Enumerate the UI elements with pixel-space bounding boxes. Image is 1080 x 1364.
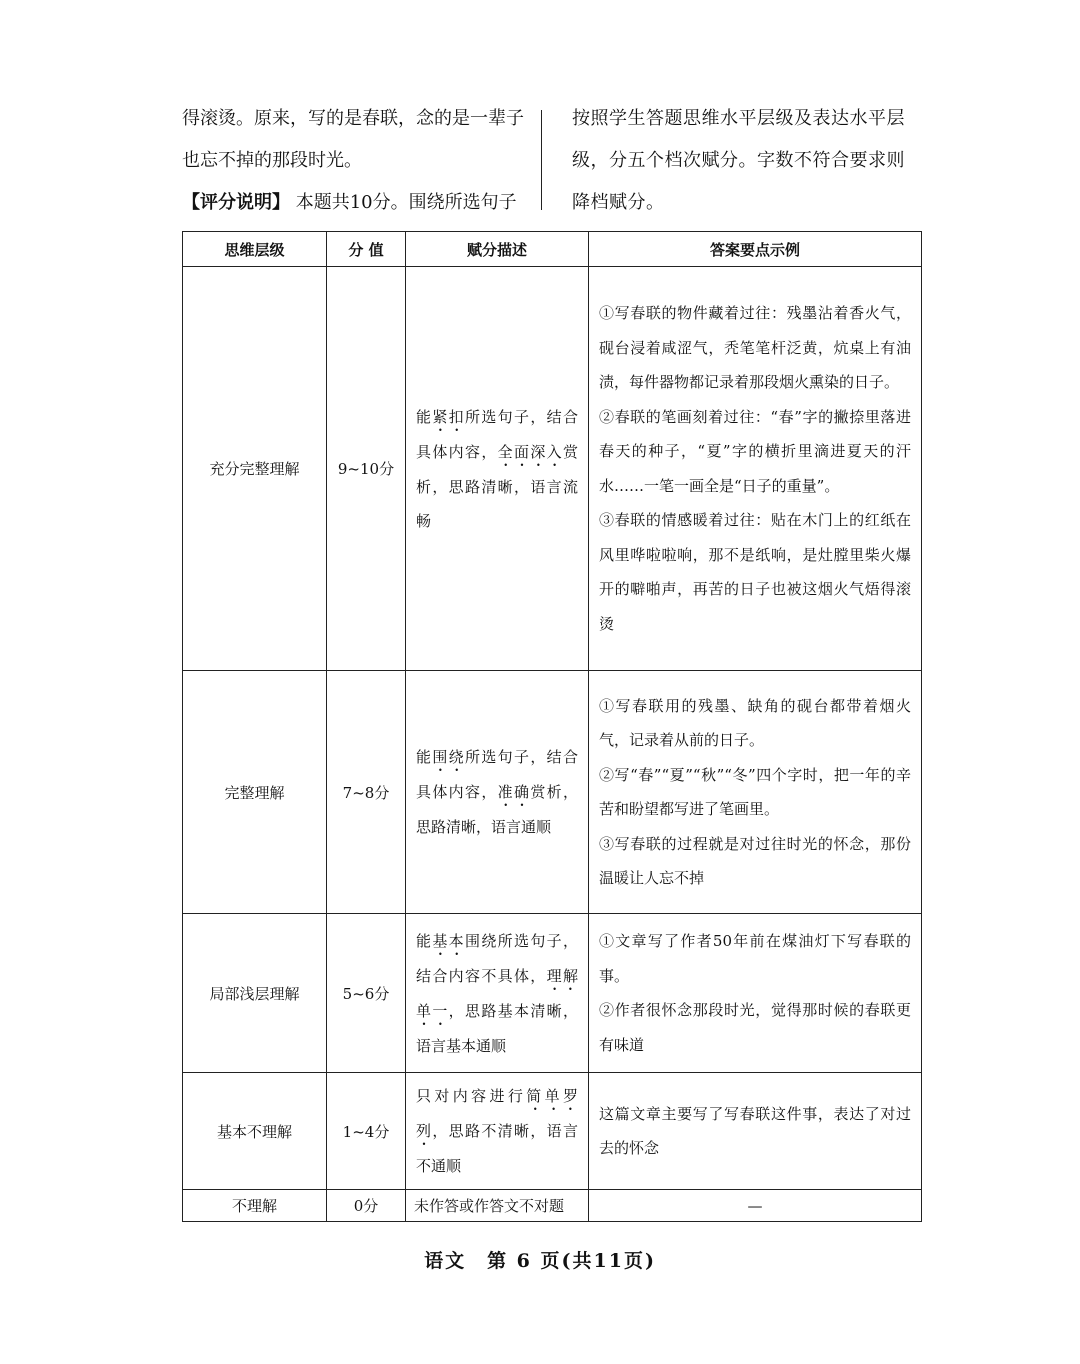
rubric-table bbox=[182, 231, 922, 1222]
rubric-label: 【评分说明】 bbox=[182, 192, 290, 213]
intro-line-2: 也忘不掉的那段时光。 bbox=[182, 150, 362, 171]
row-score: 7~8分 bbox=[327, 671, 406, 914]
example-item: ①写春联用的残墨、缺角的砚台都带着烟火气，记录着从前的日子。 bbox=[599, 696, 911, 749]
description-text: ，思路不清晰，语言不通顺 bbox=[416, 1122, 578, 1175]
table-row bbox=[183, 1073, 922, 1190]
row-score: 0分 bbox=[327, 1190, 406, 1222]
column-divider bbox=[541, 110, 542, 210]
row-description bbox=[406, 914, 589, 1073]
table-header-row bbox=[183, 232, 922, 267]
header-description: 赋分描述 bbox=[406, 232, 589, 267]
emphasis-text: 基本 bbox=[432, 931, 466, 950]
description-text: 能 bbox=[416, 931, 433, 950]
emphasis-text: 围绕 bbox=[432, 748, 466, 766]
row-level: 充分完整理解 bbox=[183, 267, 327, 671]
page-footer: 语文 第 6 页(共11页) bbox=[424, 1250, 656, 1272]
row-description bbox=[406, 267, 589, 671]
emphasis-text: 全面深入 bbox=[497, 442, 563, 461]
row-examples bbox=[589, 267, 922, 671]
example-item: ③写春联的过程就是对过往时光的怀念，那份温暖让人忘不掉 bbox=[599, 834, 911, 887]
intro-line-1: 得滚烫。原来，写的是春联，念的是一辈子 bbox=[182, 108, 524, 129]
row-description bbox=[406, 1190, 589, 1222]
row-score: 9~10分 bbox=[327, 267, 406, 671]
description-text: 能 bbox=[416, 407, 433, 426]
row-level: 完整理解 bbox=[183, 671, 327, 914]
description-text: 所选句子，结合具体内容， bbox=[416, 407, 578, 461]
header-level: 思维层级 bbox=[183, 232, 327, 267]
description-text: 能 bbox=[416, 748, 433, 766]
table-row bbox=[183, 671, 922, 914]
row-score: 5~6分 bbox=[327, 914, 406, 1073]
emphasis-text: 准确 bbox=[497, 783, 531, 801]
row-description bbox=[406, 1073, 589, 1190]
intro-left-column bbox=[182, 98, 534, 224]
description-text: 围绕所选句子，结合内容不具体， bbox=[416, 931, 578, 985]
description-text: ，思路基本清晰，语言基本通顺 bbox=[416, 1001, 578, 1055]
row-level: 不理解 bbox=[183, 1190, 327, 1222]
description-text: 只对内容进行 bbox=[416, 1087, 527, 1105]
header-score: 分 值 bbox=[327, 232, 406, 267]
emphasis-text: 简单罗列 bbox=[416, 1087, 578, 1140]
row-level: 局部浅层理解 bbox=[183, 914, 327, 1073]
example-item: ③春联的情感暖着过往：贴在木门上的红纸在风里哗啦啦响，那不是纸响，是灶膛里柴火爆开的噼啪声，再苦的日子也被这烟火气焐得滚烫 bbox=[599, 511, 911, 633]
rubric-text: 本题共10分。围绕所选句子 bbox=[295, 192, 517, 213]
header-examples: 答案要点示例 bbox=[589, 232, 922, 267]
example-item: ①文章写了作者50年前在煤油灯下写春联的事。 bbox=[599, 932, 911, 985]
row-score: 1~4分 bbox=[327, 1073, 406, 1190]
row-examples bbox=[589, 1073, 922, 1190]
intro-right-column bbox=[572, 98, 922, 224]
description-text: 赏析，思路清晰，语言流畅 bbox=[416, 442, 578, 530]
rubric-note bbox=[182, 182, 534, 224]
description-text: 所选句子，结合具体内容， bbox=[416, 748, 578, 801]
row-examples bbox=[589, 914, 922, 1073]
example-item: ②写“春”“夏”“秋”“冬”四个字时，把一年的辛苦和盼望都写进了笔画里。 bbox=[599, 765, 911, 818]
description-text: 赏析，思路清晰，语言通顺 bbox=[416, 783, 578, 836]
example-item: ②作者很怀念那段时光，觉得那时候的春联更有味道 bbox=[599, 1001, 911, 1054]
emphasis-text: 理解单一 bbox=[416, 966, 578, 1020]
example-item: 这篇文章主要写了写春联这件事，表达了对过去的怀念 bbox=[599, 1104, 911, 1157]
example-item: ①写春联的物件藏着过往：残墨沾着香火气，砚台浸着咸涩气，秃笔笔杆泛黄，炕桌上有油渍，每件器物都记录着那段烟火熏染的日子。 bbox=[599, 304, 911, 391]
emphasis-text: 紧扣 bbox=[432, 407, 466, 426]
rubric-text-continued: 按照学生答题思维水平层级及表达水平层级，分五个档次赋分。字数不符合要求则降档赋分。 bbox=[572, 108, 905, 213]
example-item: — bbox=[747, 1196, 763, 1215]
row-examples bbox=[589, 671, 922, 914]
example-item: ②春联的笔画刻着过往：“春”字的撇捺里落进春天的种子，“夏”字的横折里滴进夏天的汗水……一笔一画全是“日子的重量”。 bbox=[599, 407, 911, 495]
description-text: 未作答或作答文不对题 bbox=[414, 1196, 565, 1215]
row-level: 基本不理解 bbox=[183, 1073, 327, 1190]
table-row bbox=[183, 267, 922, 671]
table-row bbox=[183, 1190, 922, 1222]
row-description bbox=[406, 671, 589, 914]
row-examples bbox=[589, 1190, 922, 1222]
table-row bbox=[183, 914, 922, 1073]
